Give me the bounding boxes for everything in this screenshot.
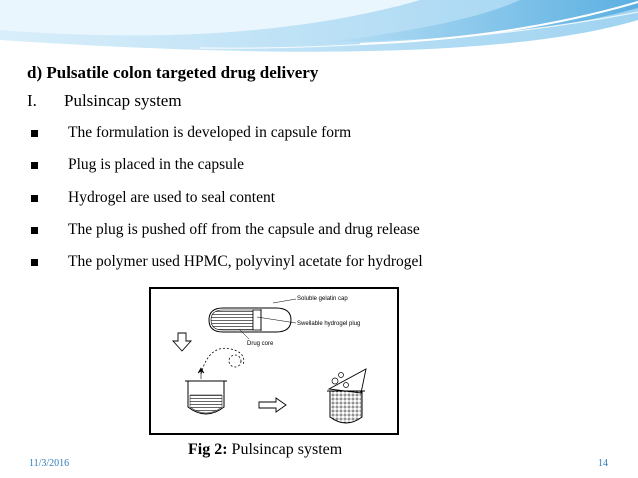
- footer-date: 11/3/2016: [29, 458, 70, 469]
- section-title: Pulsincap system: [64, 91, 182, 110]
- bullet-text: The plug is pushed off from the capsule and drug release: [68, 220, 420, 238]
- square-bullet-icon: [31, 195, 38, 202]
- figure-caption: [188, 441, 342, 459]
- down-arrow-icon: [173, 333, 191, 351]
- released-plug-drawing: [185, 348, 244, 414]
- bullet-text: The polymer used HPMC, polyvinyl acetate for hydrogel: [68, 253, 423, 271]
- list-item: [27, 156, 423, 188]
- figure-caption-prefix: Fig 2:: [188, 441, 228, 458]
- pulsincap-diagram: [149, 287, 399, 435]
- bullet-text: Hydrogel are used to seal content: [68, 188, 276, 206]
- list-item: [27, 189, 423, 221]
- square-bullet-icon: [31, 227, 38, 234]
- drug-release-drawing: [327, 369, 366, 423]
- square-bullet-icon: [31, 259, 38, 266]
- right-arrow-icon: [259, 398, 286, 412]
- square-bullet-icon: [31, 162, 38, 169]
- soluble-cap-label: Soluble gelatin cap: [297, 296, 348, 302]
- header-wave-decoration: [0, 0, 638, 70]
- section-number: I.: [27, 91, 37, 110]
- list-item: [27, 221, 423, 253]
- list-item: [27, 253, 423, 285]
- section-subheading: [27, 91, 182, 111]
- square-bullet-icon: [31, 130, 38, 137]
- capsule-drawing: [209, 299, 296, 339]
- bullet-list: [27, 124, 423, 285]
- slide-heading: d) Pulsatile colon targeted drug delivery: [27, 63, 319, 82]
- bullet-text: The formulation is developed in capsule form: [68, 124, 352, 141]
- list-item: [27, 124, 423, 156]
- bullet-text: Plug is placed in the capsule: [68, 156, 245, 174]
- figure-caption-text: Pulsincap system: [227, 441, 343, 458]
- pulsincap-diagram-drawing: [151, 289, 397, 433]
- footer-page-number: 14: [598, 458, 608, 469]
- hydrogel-plug-label: Swellable hydrogel plug: [297, 321, 361, 327]
- drug-core-label: Drug core: [247, 341, 274, 347]
